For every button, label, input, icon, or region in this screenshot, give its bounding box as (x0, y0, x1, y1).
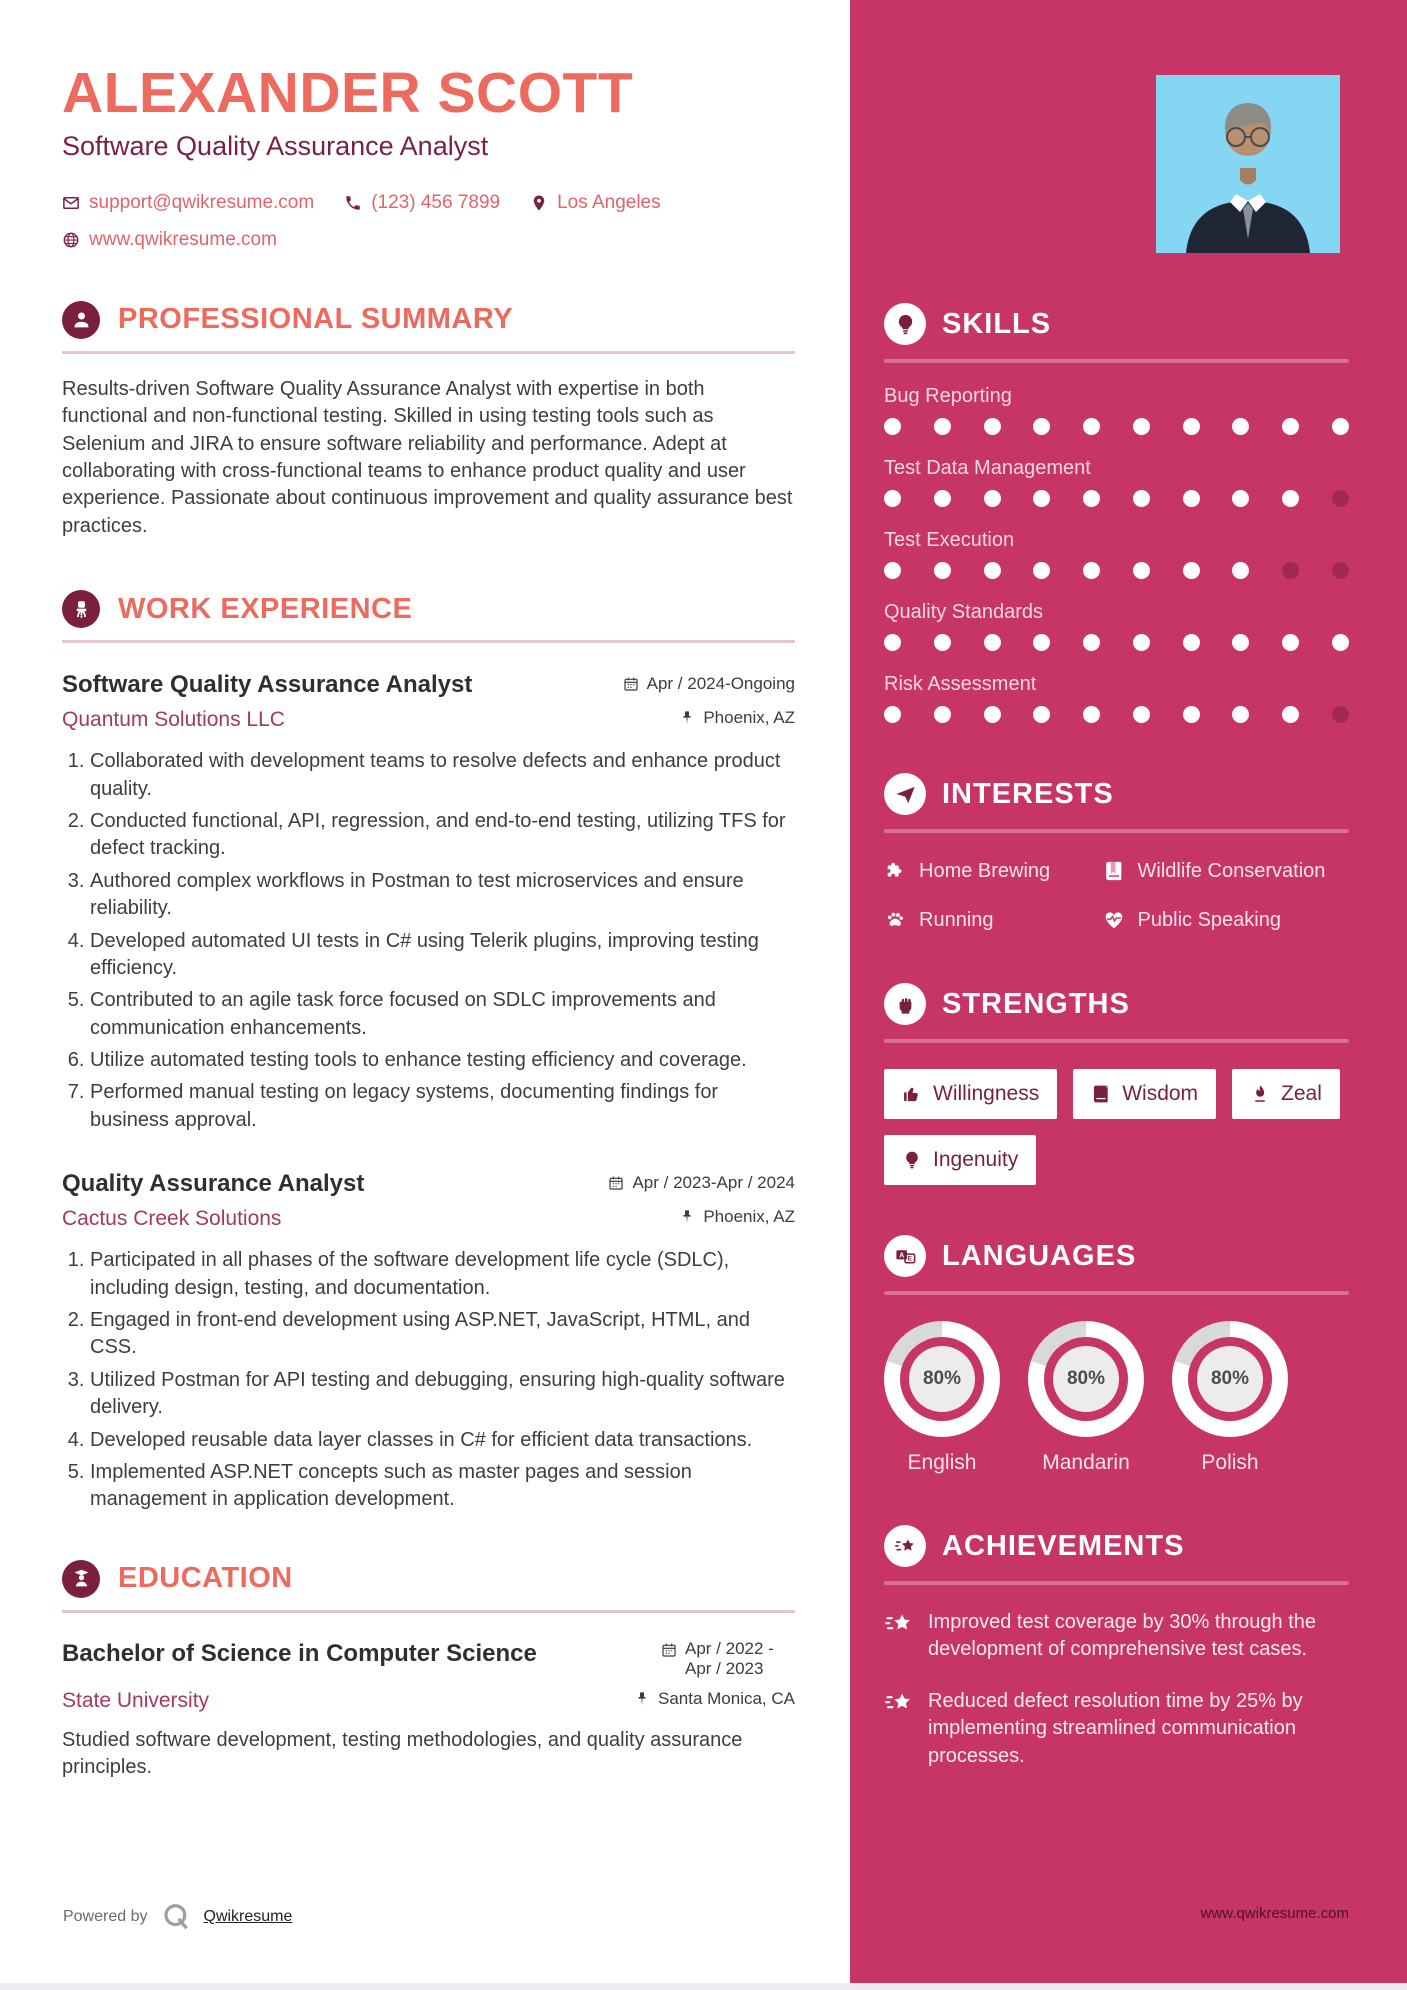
dot-filled (884, 634, 901, 651)
shooting-star-icon (884, 1525, 926, 1567)
section-education (62, 1560, 795, 1782)
section-divider (884, 829, 1349, 833)
graduate-icon (62, 1560, 100, 1598)
puzzle-icon (884, 860, 906, 882)
dot-filled (984, 562, 1001, 579)
thumbs-up-icon (902, 1084, 922, 1104)
job-location: Phoenix, AZ (679, 1207, 795, 1227)
dot-filled (1282, 418, 1299, 435)
dot-filled (1083, 634, 1100, 651)
powered-by-footer (63, 1902, 292, 1932)
contact-website[interactable] (62, 229, 277, 251)
dot-filled (1183, 490, 1200, 507)
interest-label: Public Speaking (1137, 909, 1281, 931)
pushpin-icon (679, 710, 695, 726)
dot-filled (984, 706, 1001, 723)
svg-text:A: A (898, 1250, 904, 1259)
dot-filled (934, 706, 951, 723)
bottom-strip (0, 1983, 1407, 1990)
dot-filled (1183, 634, 1200, 651)
sidebar-website-url[interactable]: www.qwikresume.com (1200, 1905, 1349, 1922)
job-bullet-list (62, 748, 795, 1134)
dot-filled (934, 634, 951, 651)
dot-filled (984, 490, 1001, 507)
job-bullet: 4. Developed reusable data layer classes in C# for efficient data transactions. (90, 1427, 795, 1454)
company-name: Cactus Creek Solutions (62, 1207, 282, 1231)
calendar-icon (608, 1175, 624, 1191)
job-bullet: 2. Conducted functional, API, regression, and end-to-end testing, utilizing TFS for defect tracking. (90, 808, 795, 863)
dot-empty (1332, 490, 1349, 507)
dot-filled (984, 634, 1001, 651)
shooting-star-icon (884, 1688, 914, 1718)
dot-filled (1083, 706, 1100, 723)
phone-icon (344, 194, 362, 212)
dot-filled (1083, 490, 1100, 507)
skill-row (884, 673, 1349, 723)
skill-rating-dots (884, 418, 1349, 435)
powered-by-label: Powered by (63, 1908, 148, 1925)
phone-text: (123) 456 7899 (371, 191, 501, 213)
dot-filled (1183, 706, 1200, 723)
dot-filled (1083, 418, 1100, 435)
dot-filled (1133, 562, 1150, 579)
section-divider (62, 351, 795, 354)
paper-plane-icon (884, 773, 926, 815)
calendar-icon (661, 1642, 677, 1658)
job-bullet: 1. Collaborated with development teams to resolve defects and enhance product quality. (90, 748, 795, 803)
job-dates: Apr / 2023-Apr / 2024 (608, 1173, 795, 1193)
envelope-icon (62, 194, 80, 212)
lightbulb-icon (884, 303, 926, 345)
dot-filled (1332, 634, 1349, 651)
dot-filled (884, 490, 901, 507)
interest-label: Wildlife Conservation (1137, 860, 1326, 882)
dot-filled (1133, 418, 1150, 435)
skill-name: Test Execution (884, 529, 1015, 551)
person-icon (62, 301, 100, 339)
achievements-heading: ACHIEVEMENTS (942, 1529, 1185, 1562)
skill-rating-dots (884, 490, 1349, 507)
language-item (1172, 1321, 1288, 1475)
job-location: Phoenix, AZ (679, 708, 795, 728)
company-name: Quantum Solutions LLC (62, 708, 285, 732)
dot-filled (884, 706, 901, 723)
section-divider (884, 1039, 1349, 1043)
section-languages (884, 1235, 1349, 1475)
dot-filled (1282, 634, 1299, 651)
website-text: www.qwikresume.com (89, 228, 277, 250)
dot-filled (1282, 490, 1299, 507)
book-icon (1091, 1084, 1111, 1104)
achievement-text: Improved test coverage by 30% through the development of comprehensive test cases. (928, 1611, 1317, 1661)
school-name: State University (62, 1688, 210, 1712)
contact-email[interactable] (62, 192, 314, 214)
dot-filled (984, 418, 1001, 435)
strength-chip (1073, 1069, 1216, 1119)
skill-rating-dots (884, 634, 1349, 651)
dot-filled (934, 418, 951, 435)
person-job-title: Software Quality Assurance Analyst (62, 130, 489, 161)
section-divider (884, 1291, 1349, 1295)
job-entry-2 (62, 1170, 795, 1514)
section-interests (884, 773, 1349, 933)
education-dates: Apr / 2022 - Apr / 2023 (661, 1639, 795, 1679)
job-bullet: 1. Participated in all phases of the software development life cycle (SDLC), including design, testing, and documentation. (90, 1247, 795, 1302)
job-bullet: 6. Utilize automated testing tools to enhance testing efficiency and coverage. (90, 1047, 795, 1074)
dot-filled (1232, 490, 1249, 507)
qwikresume-brand-link[interactable]: Qwikresume (203, 1908, 293, 1925)
achievement-item (884, 1688, 1349, 1770)
education-description: Studied software development, testing methodologies, and quality assurance principles. (62, 1728, 743, 1779)
office-chair-icon (62, 590, 100, 628)
dot-filled (1033, 706, 1050, 723)
strengths-heading: STRENGTHS (942, 987, 1130, 1020)
skill-name: Risk Assessment (884, 673, 1037, 695)
language-percent: 80% (1197, 1346, 1263, 1412)
degree-title: Bachelor of Science in Computer Science (62, 1639, 537, 1667)
section-skills (884, 303, 1349, 723)
job-title: Quality Assurance Analyst (62, 1170, 365, 1198)
contact-location (530, 192, 661, 214)
strength-label: Zeal (1281, 1082, 1322, 1105)
dot-empty (1332, 706, 1349, 723)
achievement-item (884, 1609, 1349, 1664)
strength-chip (884, 1069, 1057, 1119)
pushpin-icon (679, 1209, 695, 1225)
strength-label: Willingness (933, 1082, 1040, 1105)
strength-label: Ingenuity (933, 1148, 1019, 1171)
interest-item (884, 859, 1103, 884)
job-bullet: 7. Performed manual testing on legacy systems, documenting findings for business approval. (90, 1079, 795, 1134)
job-entry-1 (62, 671, 795, 1134)
bulb-icon (902, 1150, 922, 1170)
language-item (1028, 1321, 1144, 1475)
pushpin-icon (634, 1691, 650, 1707)
dot-filled (1033, 562, 1050, 579)
person-name: ALEXANDER SCOTT (62, 61, 634, 125)
dot-filled (884, 562, 901, 579)
skill-row (884, 529, 1349, 579)
section-divider (62, 640, 795, 643)
dot-filled (1232, 562, 1249, 579)
dot-filled (1282, 706, 1299, 723)
section-divider (62, 1610, 795, 1613)
translate-icon (884, 1235, 926, 1277)
language-percent: 80% (1053, 1346, 1119, 1412)
section-strengths (884, 983, 1349, 1185)
section-professional-summary (62, 301, 795, 540)
dot-empty (1332, 562, 1349, 579)
dot-filled (1232, 706, 1249, 723)
map-pin-icon (530, 194, 548, 212)
dot-filled (1183, 418, 1200, 435)
email-text: support@qwikresume.com (89, 191, 315, 213)
dot-filled (884, 418, 901, 435)
summary-heading: PROFESSIONAL SUMMARY (118, 303, 514, 336)
section-work-experience (62, 590, 795, 1514)
dot-filled (1033, 490, 1050, 507)
job-bullet: 5. Contributed to an agile task force focused on SDLC improvements and communication enhancements. (90, 987, 795, 1042)
language-item (884, 1321, 1000, 1475)
sidebar (850, 0, 1407, 1990)
skill-row (884, 601, 1349, 651)
interest-label: Home Brewing (919, 860, 1051, 882)
job-bullet: 3. Authored complex workflows in Postman to test microservices and ensure reliability. (90, 868, 795, 923)
skill-row (884, 385, 1349, 435)
strength-chip (884, 1135, 1036, 1185)
job-bullet: 3. Utilized Postman for API testing and debugging, ensuring high-quality software delivery. (90, 1367, 795, 1422)
strength-chip (1232, 1069, 1340, 1119)
summary-text: Results-driven Software Quality Assurance Analyst with expertise in both functional and non-functional testing. Skilled in using testing tools such as Selenium and JIRA to ensure software reliability and performance. Adept at collaborating with cross-functional teams to enhance product quality and user experience. Passionate about continuous improvement and quality assurance best practices. (62, 377, 793, 537)
dot-filled (1232, 418, 1249, 435)
work-heading: WORK EXPERIENCE (118, 592, 413, 625)
dot-filled (934, 562, 951, 579)
language-label: English (907, 1451, 977, 1474)
interest-item (1103, 908, 1349, 933)
flame-icon (1250, 1084, 1270, 1104)
skill-rating-dots (884, 562, 1349, 579)
interest-item (884, 908, 1103, 933)
dot-filled (1133, 706, 1150, 723)
language-percent: 80% (909, 1346, 975, 1412)
education-heading: EDUCATION (118, 1562, 293, 1595)
job-bullet: 2. Engaged in front-end development using ASP.NET, JavaScript, HTML, and CSS. (90, 1307, 795, 1362)
skill-row (884, 457, 1349, 507)
qwikresume-logo-icon (161, 1902, 191, 1932)
section-achievements (884, 1525, 1349, 1770)
section-divider (884, 359, 1349, 363)
dot-filled (1033, 418, 1050, 435)
strength-label: Wisdom (1122, 1082, 1199, 1105)
shooting-star-icon (884, 1609, 914, 1639)
skill-rating-dots (884, 706, 1349, 723)
job-title: Software Quality Assurance Analyst (62, 671, 473, 699)
dot-filled (1133, 634, 1150, 651)
dot-filled (1133, 490, 1150, 507)
dot-filled (1033, 634, 1050, 651)
dot-empty (1282, 562, 1299, 579)
interests-heading: INTERESTS (942, 777, 1114, 810)
language-progress-ring (1172, 1321, 1288, 1437)
language-label: Mandarin (1042, 1451, 1130, 1474)
job-bullet-list (62, 1247, 795, 1514)
location-text: Los Angeles (557, 191, 661, 213)
dot-filled (1332, 418, 1349, 435)
languages-heading: LANGUAGES (942, 1239, 1137, 1272)
svg-text:E: E (907, 1255, 912, 1263)
calendar-icon (623, 676, 639, 692)
education-location: Santa Monica, CA (634, 1689, 795, 1709)
paw-icon (884, 909, 906, 931)
section-divider (884, 1581, 1349, 1585)
job-dates: Apr / 2024-Ongoing (623, 674, 795, 694)
dot-filled (934, 490, 951, 507)
fist-icon (884, 983, 926, 1025)
language-progress-ring (884, 1321, 1000, 1437)
book-icon (1103, 860, 1125, 882)
skill-name: Test Data Management (884, 457, 1091, 479)
job-bullet: 5. Implemented ASP.NET concepts such as master pages and session management in application development. (90, 1459, 795, 1514)
dot-filled (1183, 562, 1200, 579)
dot-filled (1232, 634, 1249, 651)
interest-label: Running (919, 909, 994, 931)
interest-item (1103, 859, 1349, 884)
globe-icon (62, 231, 80, 249)
contact-phone[interactable] (344, 192, 500, 214)
skill-name: Quality Standards (884, 601, 1043, 623)
skills-heading: SKILLS (942, 307, 1052, 340)
heart-pulse-icon (1103, 909, 1125, 931)
skill-name: Bug Reporting (884, 385, 1012, 407)
dot-filled (1083, 562, 1100, 579)
language-progress-ring (1028, 1321, 1144, 1437)
achievement-text: Reduced defect resolution time by 25% by implementing streamlined communication processes. (928, 1689, 1303, 1767)
profile-photo (1156, 75, 1340, 253)
contact-bar (62, 192, 702, 251)
job-bullet: 4. Developed automated UI tests in C# using Telerik plugins, improving testing efficiency. (90, 928, 795, 983)
language-label: Polish (1201, 1451, 1259, 1474)
